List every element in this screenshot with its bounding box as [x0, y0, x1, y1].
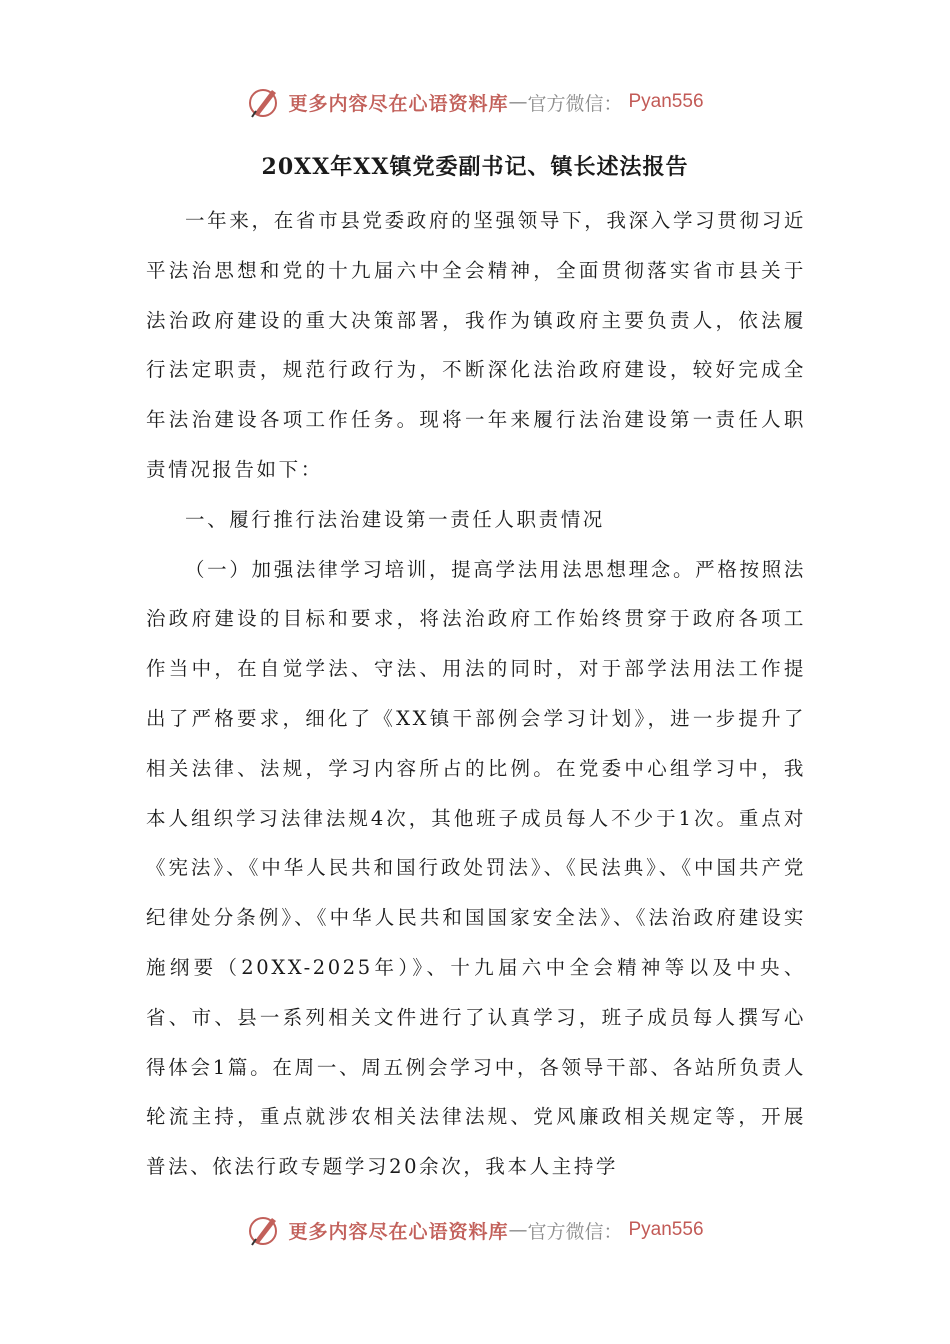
paragraph-intro: 一年来，在省市县党委政府的坚强领导下，我深入学习贯彻习近平法治思想和党的十九届六中全会精神，全面贯彻落实省市县关于法治政府建设的重大决策部署，我作为镇政府主要负责人，依法履行法定职责，规范行政行为，不断深化法治政府建设，较好完成全年法治建设各项工作任务。现将一年来履行法治建设第一责任人职责情况报告如下：	[146, 209, 806, 481]
section-heading: 一、履行推行法治建设第一责任人职责情况	[185, 507, 605, 531]
document-body	[146, 196, 806, 1192]
watermark-wechat-id: Pyan556	[628, 91, 704, 112]
watermark-text: 更多内容尽在心语资料库	[288, 1220, 509, 1243]
watermark-label: 官方微信：	[527, 1220, 623, 1243]
watermark-text: 更多内容尽在心语资料库	[288, 92, 509, 115]
watermark-separator: —	[508, 1219, 528, 1241]
paragraph-section-1: （一）加强法律学习培训，提高学法用法思想理念。严格按照法治政府建设的目标和要求，将法治政府工作始终贯穿于政府各项工作当中，在自觉学法、守法、用法的同时，对于部学法用法工作提出了严格要求，细化了《XX镇干部例会学习计划》，进一步提升了相关法律、法规，学习内容所占的比例。在党委中心组学习中，我本人组织学习法律法规4次，其他班子成员每人不少于1次。重点对《宪法》、《中华人民共和国行政处罚法》、《民法典》、《中国共产党纪律处分条例》、《中华人民共和国国家安全法》、《法治政府建设实施纲要（20XX-2025年）》、十九届六中全会精神等以及中央、省、市、县一系列相关文件进行了认真学习，班子成员每人撰写心得体会1篇。在周一、周五例会学习中，各领导干部、各站所负责人轮流主持，重点就涉农相关法律法规、党风廉政相关规定等，开展普法、依法行政专题学习20余次，我本人主持学	[146, 557, 806, 1179]
watermark-label: 官方微信：	[527, 92, 623, 115]
watermark-separator: —	[508, 91, 528, 113]
watermark-wechat-id: Pyan556	[628, 1219, 704, 1240]
document-title: 20XX年XX镇党委副书记、镇长述法报告	[261, 154, 689, 180]
watermark-header	[0, 82, 950, 122]
quill-logo-icon	[246, 84, 282, 120]
quill-logo-icon	[246, 1212, 282, 1248]
watermark-footer	[0, 1210, 950, 1250]
